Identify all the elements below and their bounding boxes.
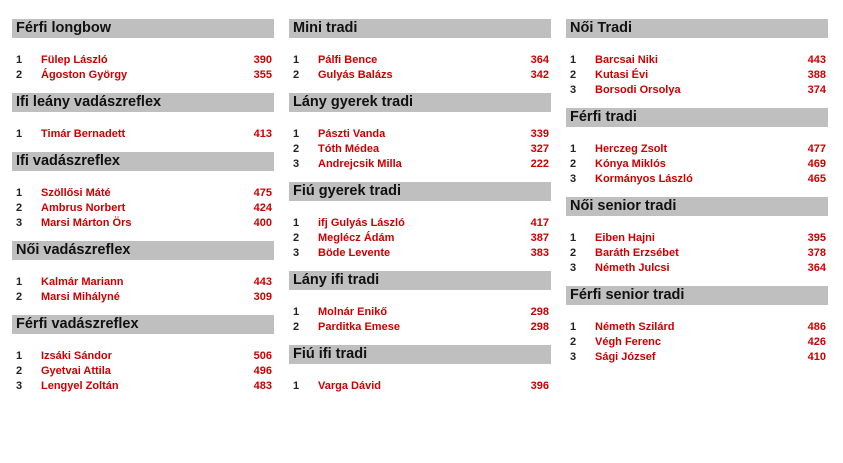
- result-row: [12, 53, 274, 68]
- score-value: 388: [807, 69, 826, 81]
- category-section: [289, 93, 551, 182]
- rank-number: 2: [16, 69, 23, 81]
- competitor-name: Gulyás Balázs: [318, 69, 393, 81]
- result-row: [289, 142, 551, 157]
- competitor-name: Kormányos László: [595, 173, 693, 185]
- competitor-name: Ágoston György: [41, 69, 128, 81]
- rank-number: 2: [570, 69, 577, 81]
- score-value: 342: [530, 69, 549, 81]
- result-row: [12, 68, 274, 83]
- score-value: 298: [530, 306, 549, 318]
- rank-number: 3: [293, 247, 300, 259]
- competitor-name: Szöllősi Máté: [41, 187, 111, 199]
- section-spacer: [566, 187, 828, 197]
- competitor-name: Végh Ferenc: [595, 336, 662, 348]
- score-value: 477: [807, 143, 826, 155]
- rank-number: 2: [570, 336, 577, 348]
- score-value: 400: [253, 217, 272, 229]
- rank-number: 2: [293, 232, 300, 244]
- category-section: [566, 108, 828, 197]
- competitor-name: Barcsai Niki: [595, 54, 658, 66]
- rank-number: 3: [570, 173, 577, 185]
- section-spacer: [566, 365, 828, 375]
- result-row: [12, 186, 274, 201]
- competitor-name: Parditka Emese: [318, 321, 400, 333]
- score-value: 483: [253, 380, 272, 392]
- competitor-name: Borsodi Orsolya: [595, 84, 681, 96]
- rank-number: 3: [570, 84, 577, 96]
- category-title: Lány gyerek tradi: [289, 93, 551, 112]
- competitor-name: ifj Gulyás László: [318, 217, 405, 229]
- result-row: [566, 350, 828, 365]
- category-title: Férfi tradi: [566, 108, 828, 127]
- score-value: 465: [807, 173, 826, 185]
- competitor-name: Kutasi Évi: [595, 69, 649, 81]
- competitor-name: Fülep László: [41, 54, 108, 66]
- result-row: [566, 53, 828, 68]
- result-row: [566, 261, 828, 276]
- score-value: 417: [530, 217, 549, 229]
- category-section: [12, 93, 274, 152]
- result-row: [566, 68, 828, 83]
- rank-number: 1: [16, 128, 23, 140]
- category-title: Női Tradi: [566, 19, 828, 38]
- result-row: [12, 364, 274, 379]
- competitor-name: Kalmár Mariann: [41, 276, 124, 288]
- score-value: 413: [253, 128, 272, 140]
- rank-number: 3: [570, 262, 577, 274]
- result-row: [12, 127, 274, 142]
- category-title: Férfi longbow: [12, 19, 274, 38]
- category-section: [12, 152, 274, 241]
- score-value: 443: [253, 276, 272, 288]
- competitor-name: Gyetvai Attila: [41, 365, 111, 377]
- competitor-name: Herczeg Zsolt: [595, 143, 668, 155]
- category-section: [566, 286, 828, 375]
- result-row: [12, 275, 274, 290]
- competitor-name: Pászti Vanda: [318, 128, 386, 140]
- result-row: [566, 335, 828, 350]
- result-row: [566, 83, 828, 98]
- rank-number: 2: [293, 69, 300, 81]
- rank-number: 1: [293, 54, 300, 66]
- score-value: 443: [807, 54, 826, 66]
- competitor-name: Németh Julcsi: [595, 262, 670, 274]
- category-section: [289, 182, 551, 271]
- competitor-name: Andrejcsik Milla: [318, 158, 402, 170]
- results-column-1: [12, 19, 274, 404]
- rank-number: 1: [16, 54, 23, 66]
- rank-number: 3: [293, 158, 300, 170]
- score-value: 364: [530, 54, 549, 66]
- rank-number: 3: [16, 380, 23, 392]
- rank-number: 2: [16, 365, 23, 377]
- result-row: [566, 142, 828, 157]
- section-spacer: [289, 335, 551, 345]
- category-title: Mini tradi: [289, 19, 551, 38]
- section-spacer: [289, 83, 551, 93]
- score-value: 390: [253, 54, 272, 66]
- result-row: [566, 231, 828, 246]
- section-spacer: [566, 98, 828, 108]
- score-value: 410: [807, 351, 826, 363]
- rank-number: 2: [16, 202, 23, 214]
- score-value: 395: [807, 232, 826, 244]
- rank-number: 1: [293, 128, 300, 140]
- results-column-2: [289, 19, 551, 404]
- result-row: [289, 231, 551, 246]
- category-section: [566, 197, 828, 286]
- competitor-name: Lengyel Zoltán: [41, 380, 119, 392]
- score-value: 378: [807, 247, 826, 259]
- result-row: [566, 246, 828, 261]
- results-column-3: [566, 19, 828, 375]
- score-value: 364: [807, 262, 826, 274]
- section-spacer: [12, 394, 274, 404]
- rank-number: 1: [16, 276, 23, 288]
- score-value: 309: [253, 291, 272, 303]
- category-section: [12, 19, 274, 93]
- competitor-name: Marsi Márton Örs: [41, 217, 132, 229]
- result-row: [566, 157, 828, 172]
- result-row: [289, 68, 551, 83]
- score-value: 298: [530, 321, 549, 333]
- competitor-name: Varga Dávid: [318, 380, 381, 392]
- competitor-name: Eiben Hajni: [595, 232, 655, 244]
- score-value: 496: [253, 365, 272, 377]
- category-section: [12, 241, 274, 315]
- result-row: [12, 379, 274, 394]
- result-row: [289, 127, 551, 142]
- competitor-name: Kónya Miklós: [595, 158, 666, 170]
- rank-number: 1: [293, 306, 300, 318]
- rank-number: 1: [570, 232, 577, 244]
- score-value: 475: [253, 187, 272, 199]
- rank-number: 1: [293, 217, 300, 229]
- section-spacer: [12, 231, 274, 241]
- competitor-name: Baráth Erzsébet: [595, 247, 679, 259]
- section-spacer: [289, 394, 551, 404]
- section-spacer: [12, 83, 274, 93]
- score-value: 486: [807, 321, 826, 333]
- category-section: [289, 271, 551, 345]
- competitor-name: Tóth Médea: [318, 143, 380, 155]
- category-title: Fiú gyerek tradi: [289, 182, 551, 201]
- score-value: 424: [253, 202, 272, 214]
- result-row: [289, 320, 551, 335]
- competitor-name: Sági József: [595, 351, 656, 363]
- result-row: [566, 320, 828, 335]
- result-row: [12, 201, 274, 216]
- rank-number: 1: [570, 143, 577, 155]
- section-spacer: [12, 305, 274, 315]
- competitor-name: Böde Levente: [318, 247, 391, 259]
- category-title: Női vadászreflex: [12, 241, 274, 260]
- result-row: [566, 172, 828, 187]
- score-value: 327: [530, 143, 549, 155]
- category-section: [289, 19, 551, 93]
- score-value: 469: [807, 158, 826, 170]
- result-row: [289, 216, 551, 231]
- score-value: 355: [253, 69, 272, 81]
- result-row: [289, 305, 551, 320]
- rank-number: 3: [16, 217, 23, 229]
- rank-number: 2: [16, 291, 23, 303]
- score-value: 396: [530, 380, 549, 392]
- category-section: [12, 315, 274, 404]
- category-title: Férfi senior tradi: [566, 286, 828, 305]
- score-value: 374: [807, 84, 826, 96]
- section-spacer: [12, 142, 274, 152]
- competitor-name: Timár Bernadett: [41, 128, 126, 140]
- rank-number: 1: [293, 380, 300, 392]
- rank-number: 2: [570, 158, 577, 170]
- result-row: [289, 379, 551, 394]
- result-row: [12, 290, 274, 305]
- section-spacer: [566, 276, 828, 286]
- category-title: Ifi vadászreflex: [12, 152, 274, 171]
- section-spacer: [289, 261, 551, 271]
- score-value: 387: [530, 232, 549, 244]
- result-row: [12, 349, 274, 364]
- competitor-name: Németh Szilárd: [595, 321, 675, 333]
- result-row: [289, 53, 551, 68]
- competitor-name: Molnár Enikő: [318, 306, 388, 318]
- result-row: [289, 246, 551, 261]
- result-row: [12, 216, 274, 231]
- competitor-name: Meglécz Ádám: [318, 232, 395, 244]
- score-value: 383: [530, 247, 549, 259]
- rank-number: 1: [16, 350, 23, 362]
- competitor-name: Marsi Mihályné: [41, 291, 120, 303]
- score-value: 339: [530, 128, 549, 140]
- competitor-name: Ambrus Norbert: [41, 202, 126, 214]
- category-title: Ifi leány vadászreflex: [12, 93, 274, 112]
- rank-number: 1: [16, 187, 23, 199]
- score-value: 222: [530, 158, 549, 170]
- category-title: Fiú ifi tradi: [289, 345, 551, 364]
- category-title: Lány ifi tradi: [289, 271, 551, 290]
- category-title: Női senior tradi: [566, 197, 828, 216]
- category-title: Férfi vadászreflex: [12, 315, 274, 334]
- category-section: [566, 19, 828, 108]
- score-value: 426: [807, 336, 826, 348]
- competitor-name: Izsáki Sándor: [41, 350, 112, 362]
- section-spacer: [289, 172, 551, 182]
- competitor-name: Pálfi Bence: [318, 54, 378, 66]
- result-row: [289, 157, 551, 172]
- rank-number: 3: [570, 351, 577, 363]
- score-value: 506: [253, 350, 272, 362]
- rank-number: 1: [570, 321, 577, 333]
- rank-number: 2: [293, 143, 300, 155]
- rank-number: 2: [293, 321, 300, 333]
- category-section: [289, 345, 551, 404]
- rank-number: 2: [570, 247, 577, 259]
- rank-number: 1: [570, 54, 577, 66]
